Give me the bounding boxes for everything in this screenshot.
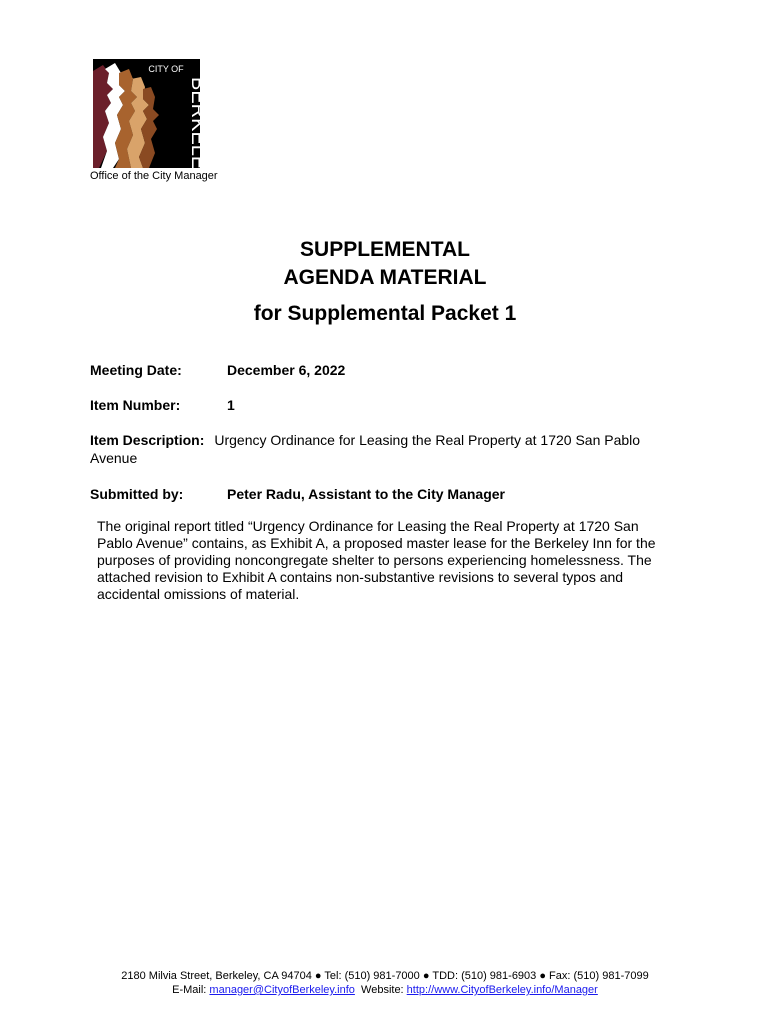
meeting-date-label: Meeting Date: bbox=[90, 362, 182, 378]
item-number-value: 1 bbox=[227, 397, 235, 413]
office-name: Office of the City Manager bbox=[90, 170, 218, 182]
doc-title-line-2: AGENDA MATERIAL bbox=[283, 266, 487, 289]
item-number-field bbox=[90, 396, 235, 414]
footer-website-link[interactable]: http://www.CityofBerkeley.info/Manager bbox=[406, 984, 598, 996]
item-description-value: Urgency Ordinance for Leasing the Real Property at 1720 San Pablo Avenue bbox=[90, 432, 641, 466]
footer-email-link[interactable]: manager@CityofBerkeley.info bbox=[209, 984, 355, 996]
item-description-field bbox=[90, 431, 690, 467]
footer-contact bbox=[0, 983, 770, 997]
logo-text-main: BERKELEY bbox=[187, 77, 209, 183]
item-description-label: Item Description: bbox=[90, 432, 205, 448]
meeting-date-field bbox=[90, 361, 345, 379]
meeting-date-value: December 6, 2022 bbox=[227, 362, 346, 378]
doc-title-line-3: for Supplemental Packet 1 bbox=[253, 302, 517, 325]
footer-email-label: E-Mail: bbox=[172, 984, 210, 996]
submitted-by-value: Peter Radu, Assistant to the City Manager bbox=[227, 486, 505, 502]
submitted-by-label: Submitted by: bbox=[90, 486, 184, 502]
footer-address: 2180 Milvia Street, Berkeley, CA 94704 ● Tel: (510) 981-7000 ● TDD: (510) 981-6903 ● Fax: (510) 981-7099 bbox=[121, 970, 649, 982]
footer-website-label: Website: bbox=[354, 984, 407, 996]
doc-title-line-1: SUPPLEMENTAL bbox=[300, 238, 470, 261]
submitted-by-field bbox=[90, 485, 505, 503]
logo-text-top: CITY OF bbox=[148, 64, 184, 74]
body-paragraph: The original report titled “Urgency Ordinance for Leasing the Real Property at 1720 San Pablo Avenue” contains, as Exhibit A, a proposed master lease for the Berkeley Inn for the purposes of providing noncongregate shelter to persons experiencing homelessness. The attached revision to Exhibit A contains non-substantive revisions to several typos and accidental omissions of material. bbox=[97, 518, 656, 602]
item-number-label: Item Number: bbox=[90, 397, 181, 413]
